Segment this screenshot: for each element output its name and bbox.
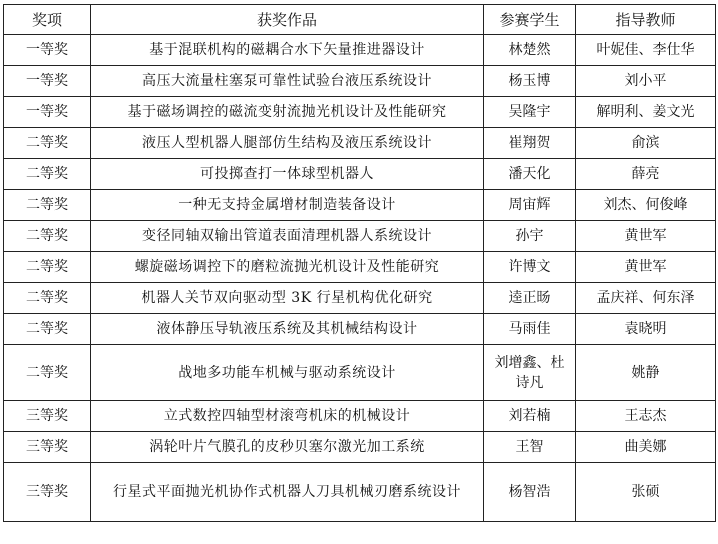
table-row — [4, 463, 716, 522]
header-award: 奖项 — [4, 5, 91, 35]
header-work: 获奖作品 — [91, 5, 484, 35]
advisor-cell: 薛亮 — [576, 159, 716, 190]
student-cell: 潘天化 — [484, 159, 576, 190]
work-cell: 螺旋磁场调控下的磨粒流抛光机设计及性能研究 — [91, 252, 484, 283]
advisor-cell: 曲美娜 — [576, 432, 716, 463]
table-row — [4, 35, 716, 66]
advisor-cell: 俞滨 — [576, 128, 716, 159]
header-advisor: 指导教师 — [576, 5, 716, 35]
student-cell: 刘增鑫、杜诗凡 — [484, 345, 576, 401]
advisor-cell: 刘小平 — [576, 66, 716, 97]
award-cell: 二等奖 — [4, 345, 91, 401]
table-row — [4, 432, 716, 463]
student-cell: 杨智浩 — [484, 463, 576, 522]
award-cell: 二等奖 — [4, 283, 91, 314]
table-row — [4, 128, 716, 159]
table-row — [4, 252, 716, 283]
advisor-cell: 姚静 — [576, 345, 716, 401]
table-row — [4, 283, 716, 314]
advisor-cell: 解明利、姜文光 — [576, 97, 716, 128]
advisor-cell: 袁晓明 — [576, 314, 716, 345]
table-row — [4, 66, 716, 97]
student-cell: 刘若楠 — [484, 401, 576, 432]
work-cell: 机器人关节双向驱动型 3K 行星机构优化研究 — [91, 283, 484, 314]
award-cell: 三等奖 — [4, 401, 91, 432]
student-cell: 周宙辉 — [484, 190, 576, 221]
table-row — [4, 190, 716, 221]
header-student: 参赛学生 — [484, 5, 576, 35]
table-row — [4, 221, 716, 252]
work-cell: 涡轮叶片气膜孔的皮秒贝塞尔激光加工系统 — [91, 432, 484, 463]
student-cell: 崔翔贺 — [484, 128, 576, 159]
work-cell: 立式数控四轴型材滚弯机床的机械设计 — [91, 401, 484, 432]
awards-table — [3, 4, 716, 522]
student-cell: 吴隆宇 — [484, 97, 576, 128]
table-row — [4, 314, 716, 345]
award-cell: 二等奖 — [4, 190, 91, 221]
table-row — [4, 345, 716, 401]
work-cell: 液压人型机器人腿部仿生结构及液压系统设计 — [91, 128, 484, 159]
work-cell: 变径同轴双输出管道表面清理机器人系统设计 — [91, 221, 484, 252]
work-cell: 战地多功能车机械与驱动系统设计 — [91, 345, 484, 401]
table-row — [4, 401, 716, 432]
award-cell: 一等奖 — [4, 66, 91, 97]
award-cell: 三等奖 — [4, 463, 91, 522]
student-cell: 逵正旸 — [484, 283, 576, 314]
student-cell: 杨玉博 — [484, 66, 576, 97]
advisor-cell: 黄世军 — [576, 252, 716, 283]
advisor-cell: 孟庆祥、何东泽 — [576, 283, 716, 314]
work-cell: 一种无支持金属增材制造装备设计 — [91, 190, 484, 221]
header-row — [4, 5, 716, 35]
advisor-cell: 张硕 — [576, 463, 716, 522]
advisor-cell: 黄世军 — [576, 221, 716, 252]
advisor-cell: 刘杰、何俊峰 — [576, 190, 716, 221]
award-cell: 二等奖 — [4, 221, 91, 252]
student-cell: 马雨佳 — [484, 314, 576, 345]
award-cell: 二等奖 — [4, 252, 91, 283]
work-cell: 可投掷查打一体球型机器人 — [91, 159, 484, 190]
work-cell: 高压大流量柱塞泵可靠性试验台液压系统设计 — [91, 66, 484, 97]
table-row — [4, 159, 716, 190]
advisor-cell: 叶妮佳、李仕华 — [576, 35, 716, 66]
student-cell: 孙宇 — [484, 221, 576, 252]
student-cell: 许博文 — [484, 252, 576, 283]
advisor-cell: 王志杰 — [576, 401, 716, 432]
award-cell: 三等奖 — [4, 432, 91, 463]
award-cell: 二等奖 — [4, 159, 91, 190]
student-cell: 王智 — [484, 432, 576, 463]
work-cell: 基于磁场调控的磁流变射流抛光机设计及性能研究 — [91, 97, 484, 128]
work-cell: 基于混联机构的磁耦合水下矢量推进器设计 — [91, 35, 484, 66]
award-cell: 一等奖 — [4, 35, 91, 66]
work-cell: 行星式平面抛光机协作式机器人刀具机械刃磨系统设计 — [91, 463, 484, 522]
student-cell: 林楚然 — [484, 35, 576, 66]
award-cell: 二等奖 — [4, 314, 91, 345]
award-cell: 一等奖 — [4, 97, 91, 128]
award-cell: 二等奖 — [4, 128, 91, 159]
table-row — [4, 97, 716, 128]
work-cell: 液体静压导轨液压系统及其机械结构设计 — [91, 314, 484, 345]
